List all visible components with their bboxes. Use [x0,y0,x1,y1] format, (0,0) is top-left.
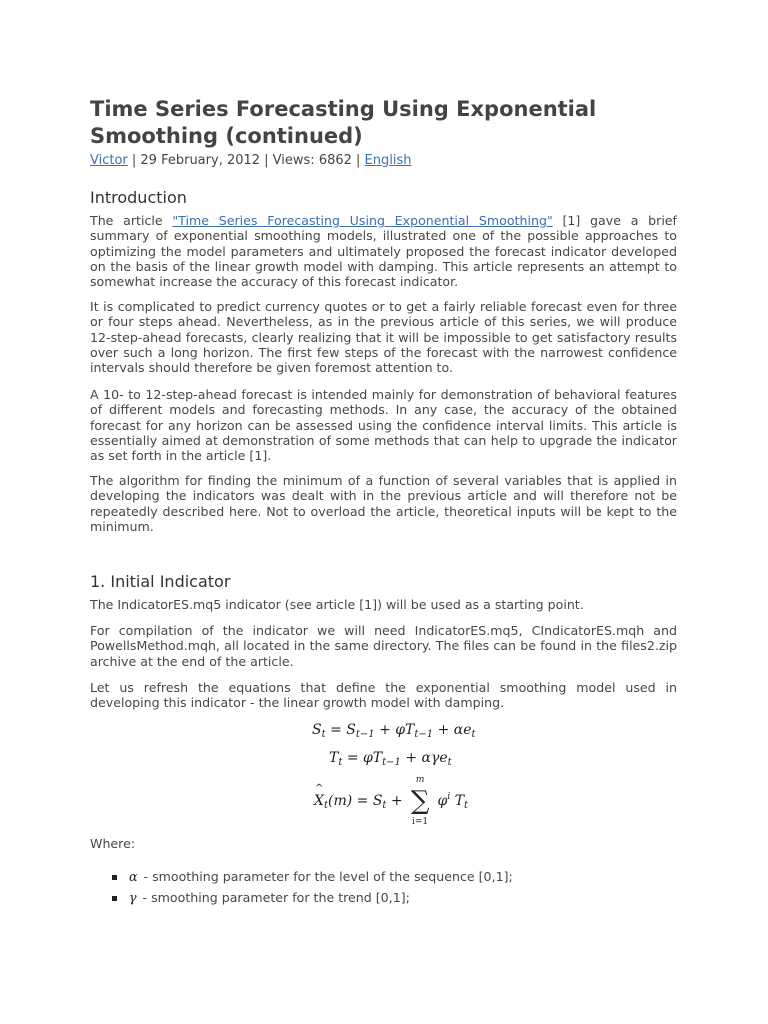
intro-paragraph-2: It is complicated to predict currency quotes or to get a fairly reliable forecast even for three or four steps ahead. Nevertheless, as in the previous article of this series, we will produce 12-step-ahead forecasts, clearly realizing that it will be impossible to get satisfactory results over such a long horizon. The first few steps of the forecast with the narrowest confidence intervals should therefore be given foremost attention to. [90,299,677,376]
bullet-icon [112,896,117,901]
intro-heading: Introduction [90,188,187,207]
intro-p1-text-a: The article [90,213,173,228]
gamma-symbol: γ [129,890,137,905]
where-label: Where: [90,836,136,851]
section-1-heading: 1. Initial Indicator [90,572,231,591]
alpha-symbol: α [129,869,138,884]
intro-paragraph-4: The algorithm for finding the minimum of a function of several variables that is applied in developing the indicators was dealt with in the previous article and will therefore not be repeatedly described here. Not to overload the article, theoretical inputs will be kept to the minimum. [90,473,677,534]
section-1-paragraph-3: Let us refresh the equations that define the exponential smoothing model used in developing this indicator - the linear growth model with damping. [90,680,677,711]
list-item [112,887,513,908]
equation-forecast: ^ $X_t(m) = S_t$ + m ∑ i=1 $\varphi^i$ $T_t$ [314,788,468,814]
section-1-paragraph-2: For compilation of the indicator we will need IndicatorES.mq5, CIndicatorES.mqh and PowellsMethod.mqh, all located in the same directory. The files can be found in the files2.zip archive at the end of the article. [90,623,677,669]
author-link[interactable]: Victor [90,153,128,168]
intro-paragraph-1 [90,213,677,289]
section-1-paragraph-1: The IndicatorES.mq5 indicator (see article [1]) will be used as a starting point. [90,597,584,612]
article-meta [90,152,412,170]
article-title: Time Series Forecasting Using Exponential Smoothing (continued) [90,97,597,148]
equation-trend: $T_t = \varphi T_{t-1} + \alpha\gamma e_t$ [329,750,452,768]
meta-date-views: | 29 February, 2012 | Views: 6862 | [127,153,365,168]
list-item-text: - smoothing parameter for the trend [0,1]; [138,890,410,905]
list-item [112,866,513,887]
intro-p1-text-b: [1] gave a brief summary of exponential smoothing models, illustrated one of the possible approaches to optimizing the model parameters and ultimately proposed the forecast indicator developed on the basis of the linear growth model with damping. This article represents an attempt to somewhat increase the accuracy of this forecast indicator. [90,213,677,290]
bullet-icon [112,875,117,880]
parameter-list [112,866,513,908]
equation-level: $S_t = S_{t-1} + \varphi T_{t-1} + \alpha e_t$ [312,722,476,740]
intro-paragraph-3: A 10- to 12-step-ahead forecast is intended mainly for demonstration of behavioral features of different models and forecasting methods. In any case, the accuracy of the obtained forecast for any horizon can be assessed using the confidence interval limits. This article is essentially aimed at demonstration of some methods that can help to upgrade the indicator as set forth in the article [1]. [90,387,677,464]
language-link[interactable]: English [364,153,412,168]
article-1-link[interactable]: "Time Series Forecasting Using Exponential Smoothing" [172,213,553,228]
list-item-text: - smoothing parameter for the level of the sequence [0,1]; [139,869,513,884]
